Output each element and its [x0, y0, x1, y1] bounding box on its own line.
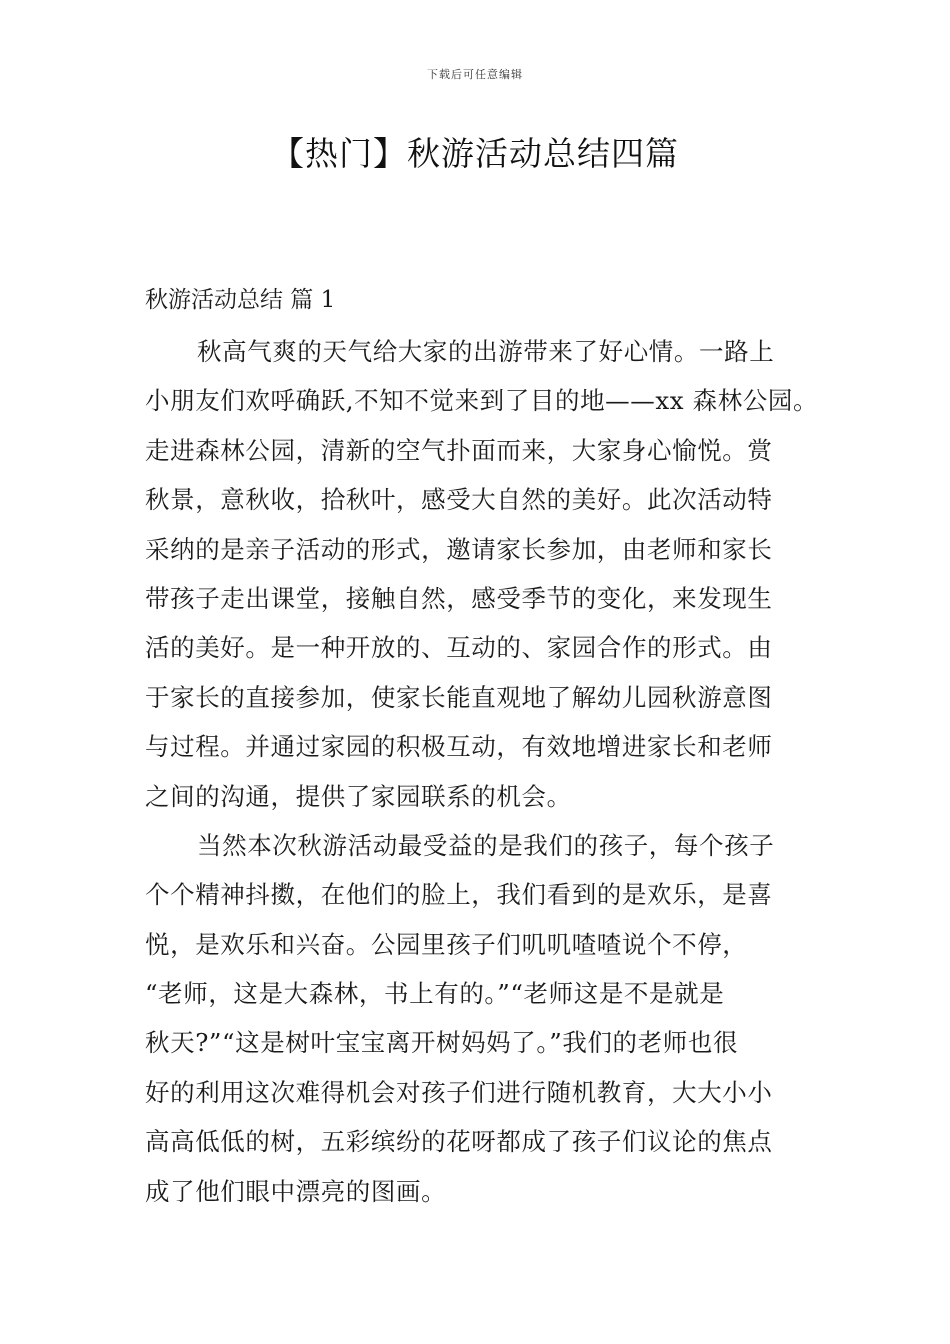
document-title: 【热门】秋游活动总结四篇 [271, 134, 679, 173]
document-body [145, 332, 825, 1221]
paragraph-line: 悦，是欢乐和兴奋。公园里孩子们叽叽喳喳说个不停， [145, 929, 748, 959]
header-note: 下载后可任意编辑 [427, 68, 523, 81]
paragraph-line: 采纳的是亲子活动的形式，邀请家长参加，由老师和家长 [145, 534, 773, 564]
paragraph-line: 个个精神抖擞，在他们的脸上，我们看到的是欢乐，是喜 [145, 880, 773, 910]
paragraph-line: 带孩子走出课堂，接触自然，感受季节的变化，来发现生 [145, 583, 773, 613]
paragraph-line: 秋天?”“这是树叶宝宝离开树妈妈了。”我们的老师也很 [145, 1028, 739, 1058]
paragraph-line: 之间的沟通，提供了家园联系的机会。 [145, 781, 572, 811]
paragraph-line: “老师，这是大森林，书上有的。”“老师这是不是就是 [145, 979, 725, 1009]
paragraph-line: 高高低低的树，五彩缤纷的花呀都成了孩子们议论的焦点 [145, 1127, 773, 1157]
paragraph-line: 小朋友们欢呼确跃,不知不觉来到了目的地——xx 森林公园。 [145, 386, 819, 416]
paragraph-2 [145, 826, 825, 1221]
paragraph-line: 秋高气爽的天气给大家的出游带来了好心情。一路上 [197, 337, 775, 366]
paragraph-line: 活的美好。是一种开放的、互动的、家园合作的形式。由 [145, 633, 773, 663]
section-heading: 秋游活动总结 篇 1 [145, 287, 336, 313]
paragraph-line: 于家长的直接参加，使家长能直观地了解幼儿园秋游意图 [145, 682, 773, 712]
paragraph-line: 好的利用这次难得机会对孩子们进行随机教育，大大小小 [145, 1077, 773, 1107]
paragraph-line: 当然本次秋游活动最受益的是我们的孩子，每个孩子 [197, 830, 775, 860]
paragraph-line: 走进森林公园，清新的空气扑面而来，大家身心愉悦。赏 [145, 435, 773, 465]
paragraph-line: 与过程。并通过家园的积极互动，有效地增进家长和老师 [145, 732, 773, 762]
paragraph-line: 成了他们眼中漂亮的图画。 [145, 1176, 447, 1206]
paragraph-line: 秋景，意秋收，拾秋叶，感受大自然的美好。此次活动特 [145, 485, 773, 515]
paragraph-1 [145, 332, 825, 826]
